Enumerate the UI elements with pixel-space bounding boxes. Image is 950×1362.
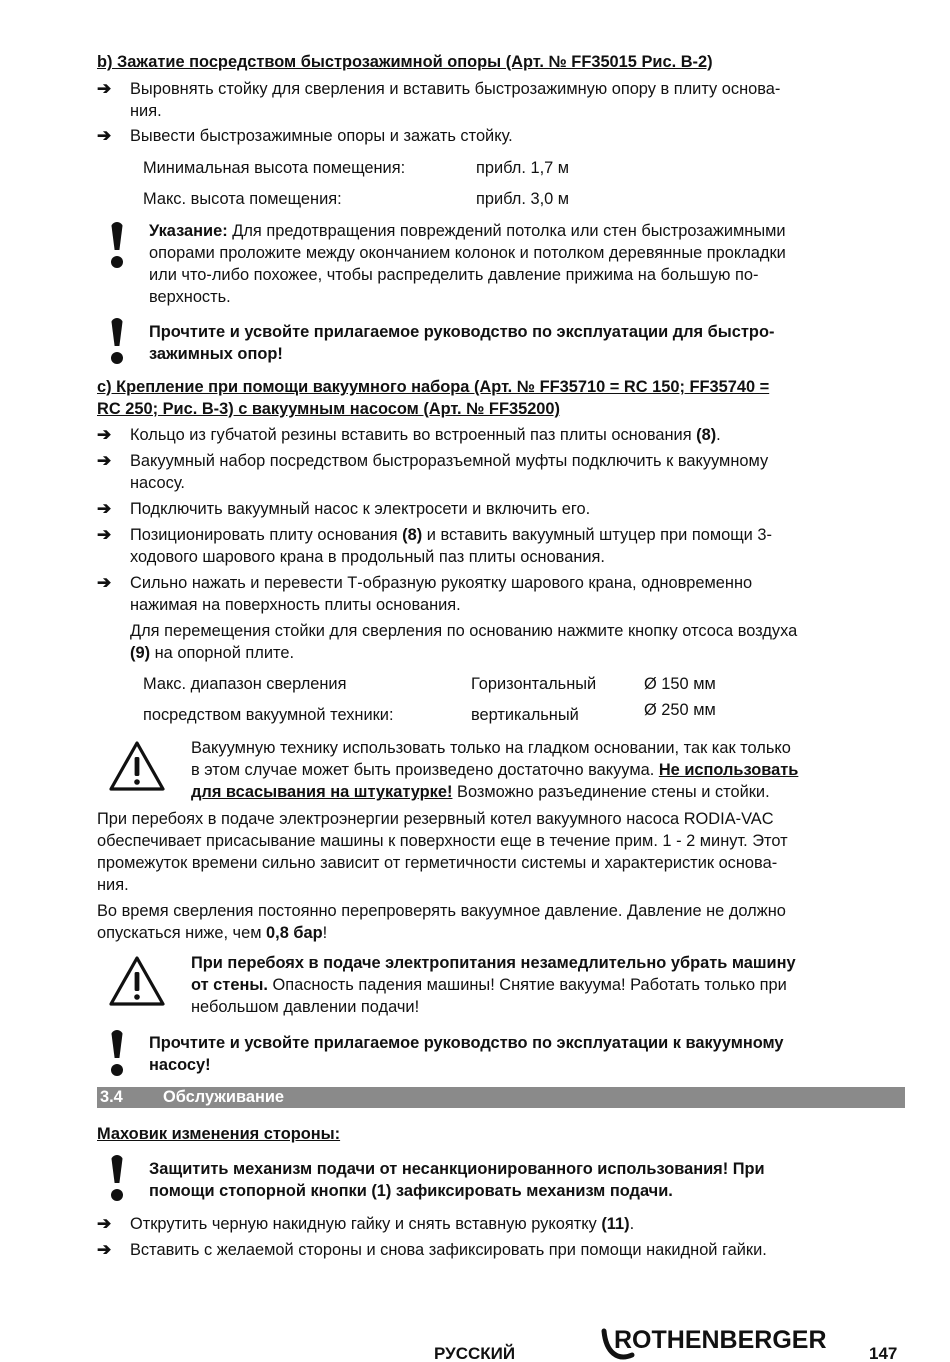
range-direction: вертикальный <box>471 706 579 724</box>
move-stand-text: Для перемещения стойки для сверления по основанию нажмите кнопку отсоса воздуха (9) на опорной плите. <box>130 622 798 662</box>
arrow-icon: ➔ <box>97 425 112 444</box>
range-value: Ø 150 мм <box>644 675 716 693</box>
protect-note: Защитить механизм подачи от несанкционированного использования! При помощи стопорной кнопки (1) зафиксировать механизм подачи. <box>149 1160 765 1200</box>
read-manual-note: Прочтите и усвойте прилагаемое руководство по эксплуатации для быстро- зажимных опор! <box>149 323 775 363</box>
spec-value: прибл. 1,7 м <box>476 159 570 177</box>
subheading: Маховик изменения стороны: <box>97 1125 341 1143</box>
warning-triangle-icon <box>108 955 166 1007</box>
range-label: посредством вакуумной техники: <box>143 706 394 724</box>
range-direction: Горизонтальный <box>471 675 597 693</box>
arrow-icon: ➔ <box>97 126 112 145</box>
note-text: Указание: Для предотвращения повреждений потолка или стен быстрозажимными опорами проложите между окончанием колонок и потолком деревянные прокладки или что-либо похожее, чтобы распределить давление прижима на большую по- верхность. <box>149 222 786 306</box>
brand-logo <box>600 1323 850 1362</box>
arrow-icon: ➔ <box>97 499 112 518</box>
page-number: 147 <box>869 1344 898 1362</box>
spec-value: прибл. 3,0 м <box>476 190 570 208</box>
manual-page: b) Зажатие посредством быстрозажимной опоры (Арт. № FF35015 Рис. B-2) ➔ Выровнять стойку для сверления и вставить быстрозажимную опору в плиту основа- ния. ➔ Вывести быстрозажимные опоры и зажать стойку. Минимальная высота помещения: прибл. 1,7 м Макс. высота помещения: прибл. 3,0 м Указание: Для предотвращения повреждений потолка или стен быстрозажимными опорами проложите между окончанием колонок и потолком деревянные прокладки или что-либо похожее, чтобы распределить давление прижима на большую по- верхность. Прочтите и усвойте прилагаемое руководство по эксплуатации для быстро- зажимных опор! c) Крепление при помощи вакуумного набора (Арт. № FF35710 = RC 150; FF35740 = RC 250; Рис. B-3) с вакуумным насосом (Арт. № FF35200) ➔ Кольцо из губчатой резины вставить во встроенный паз плиты основания (8). ➔ Вакуумный набор посредством быстроразъемной муфты подключить к вакуумному насосу. ➔ Подключить вакуумный насос к электросети и включить его. ➔ Позиционировать плиту основания (8) и вставить вакуумный штуцер при помощи 3- ходового шарового крана в продольный паз плиты основания. ➔ Сильно нажать и перевести Т-образную рукоятку шарового крана, одновременно нажимая на поверхность плиты основания. Для перемещения стойки для сверления по основанию нажмите кнопку отсоса воздуха (9) на опорной плите. Макс. диапазон сверления посредством вакуумной техники: Горизонтальный вертикальный Ø 150 мм Ø 250 мм Вакуумную технику использовать только на гладком основании, так как только в этом случае может быть произведено достаточно вакуума. Не использовать для всасывания на штукатурке! Возможно разъединение стены и стойки. При перебоях в подаче электроэнергии резервный котел вакуумного насоса RODIA-VAC обеспечивает присасывание машины к поверхности еще в течение прим. 1 - 2 минут. Этот промежуток времени сильно зависит от герметичности системы и характеристик основа- ния. Во время сверления постоянно перепроверять вакуумное давление. Давление не должно опускаться ниже, чем 0,8 бар! При перебоях в подаче электропитания незамедлительно убрать машину от стены. Опасность падения машины! Снятие вакуума! Работать только при небольшом давлении подачи! Прочтите и усвойте прилагаемое руководство по эксплуатации к вакуумному насосу! 3.4 Обслуживание Маховик изменения стороны: Защитить механизм подачи от несанкционированного использования! При помощи стопорной кнопки (1) зафиксировать механизм подачи. ➔ Открутить черную накидную гайку и снять вставную рукоятку (11). ➔ Вставить с желаемой стороны и снова зафиксировать при помощи накидной гайки. РУССКИЙ ROTHENBERGER 147 <box>0 0 950 1362</box>
paragraph-pressure: Во время сверления постоянно перепроверять вакуумное давление. Давление не должно опускаться ниже, чем 0,8 бар! <box>97 902 786 942</box>
arrow-icon: ➔ <box>97 1240 112 1259</box>
arrow-icon: ➔ <box>97 573 112 592</box>
arrow-icon: ➔ <box>97 525 112 544</box>
paragraph-power-failure: При перебоях в подаче электроэнергии резервный котел вакуумного насоса RODIA-VAC обеспечивает присасывание машины к поверхности еще в течение прим. 1 - 2 минут. Этот промежуток времени сильно зависит от герметичности системы и характеристик основа- ния. <box>97 810 788 894</box>
section-title-bar <box>97 1087 905 1108</box>
warning-triangle-icon <box>108 740 166 792</box>
arrow-icon: ➔ <box>97 451 112 470</box>
footer-language: РУССКИЙ <box>434 1344 516 1362</box>
section-number: 3.4 <box>100 1088 123 1106</box>
power-warning-text: При перебоях в подаче электропитания незамедлительно убрать машину от стены. Опасность падения машины! Снятие вакуума! Работать только при небольшом давлении подачи! <box>191 954 796 1016</box>
arrow-icon: ➔ <box>97 79 112 98</box>
section-title: Обслуживание <box>163 1088 285 1106</box>
read-manual-note: Прочтите и усвойте прилагаемое руководство по эксплуатации к вакуумному насосу! <box>149 1034 784 1074</box>
vacuum-warning-text: Вакуумную технику использовать только на гладком основании, так как только в этом случае может быть произведено достаточно вакуума. Не использовать для всасывания на штукатурке! Возможно разъединение стены и стойки. <box>191 739 799 801</box>
spec-label: Макс. высота помещения: <box>143 190 342 208</box>
section-b-heading: b) Зажатие посредством быстрозажимной опоры (Арт. № FF35015 Рис. B-2) <box>97 53 713 71</box>
section-c-heading: c) Крепление при помощи вакуумного набора (Арт. № FF35710 = RC 150; FF35740 = RC 250; Рис. B-3) с вакуумным насосом (Арт. № FF35200) <box>97 378 770 418</box>
spec-label: Минимальная высота помещения: <box>143 159 406 177</box>
svg-text:ROTHENBERGER: ROTHENBERGER <box>614 1326 827 1354</box>
arrow-icon: ➔ <box>97 1214 112 1233</box>
range-value: Ø 250 мм <box>644 701 716 719</box>
range-label: Макс. диапазон сверления <box>143 675 347 693</box>
